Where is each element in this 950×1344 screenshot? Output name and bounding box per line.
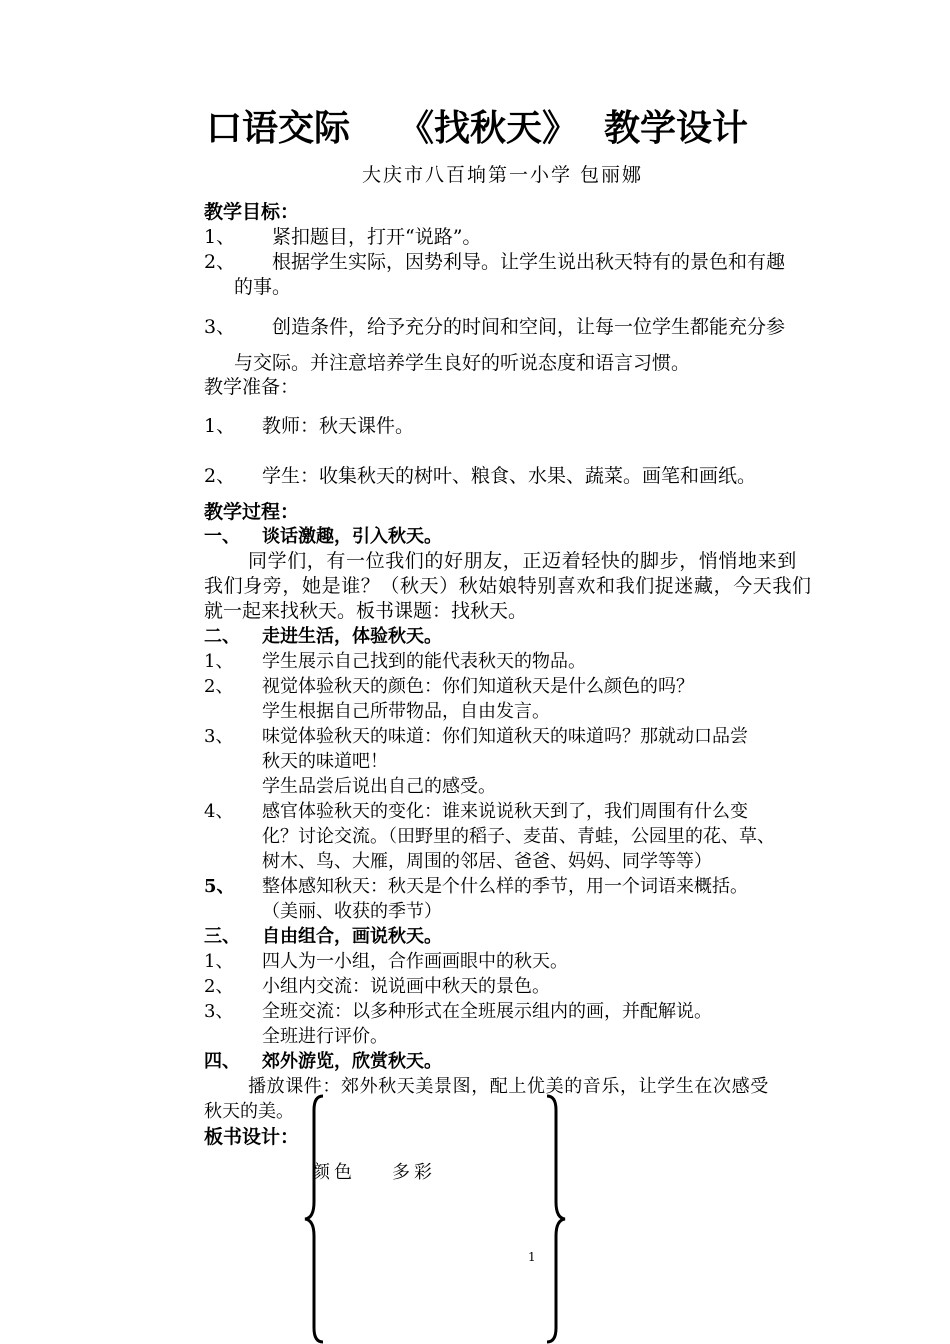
item-number: 2、 bbox=[204, 676, 234, 697]
preparation-number: 1、 bbox=[204, 415, 236, 437]
objective-text: 紧扣题目，打开“说路”。 bbox=[272, 226, 482, 248]
title-part-2: 《找秋天》 bbox=[398, 108, 579, 149]
item-text: 感官体验秋天的变化：谁来说说秋天到了，我们周围有什么变 bbox=[262, 801, 748, 822]
item-number: 1、 bbox=[204, 951, 234, 972]
section-1-paragraph-line: 就一起来找秋天。板书课题：找秋天。 bbox=[204, 600, 528, 622]
item-text: 小组内交流：说说画中秋天的景色。 bbox=[262, 976, 550, 997]
objective-2-cont: 的事。 bbox=[234, 276, 292, 298]
objective-number: 2、 bbox=[204, 251, 236, 273]
section-number: 三、 bbox=[204, 926, 240, 947]
section-3-title bbox=[204, 922, 442, 948]
objective-3 bbox=[204, 312, 785, 339]
objective-3-cont: 与交际。并注意培养学生良好的听说态度和语言习惯。 bbox=[234, 352, 691, 374]
board-heading: 板书设计： bbox=[204, 1126, 300, 1148]
item-text: 味觉体验秋天的味道：你们知道秋天的味道吗？那就动口品尝 bbox=[262, 726, 748, 747]
section-2-item-4 bbox=[204, 797, 748, 823]
section-title-text: 谈话激趣，引入秋天。 bbox=[262, 526, 442, 547]
section-2-item-2-cont: 学生根据自己所带物品，自由发言。 bbox=[262, 701, 550, 722]
title-part-3: 教学设计 bbox=[604, 108, 749, 149]
preparation-number: 2、 bbox=[204, 465, 236, 487]
objective-text: 根据学生实际，因势利导。让学生说出秋天特有的景色和有趣 bbox=[272, 251, 786, 273]
process-heading: 教学过程： bbox=[204, 501, 300, 523]
preparation-1 bbox=[204, 411, 414, 438]
objectives-heading: 教学目标： bbox=[204, 201, 300, 223]
section-2-item-1 bbox=[204, 647, 586, 673]
section-2-item-4-cont: 化？讨论交流。（田野里的稻子、麦苗、青蛙，公园里的花、草、 bbox=[262, 826, 775, 847]
item-number: 3、 bbox=[204, 726, 234, 747]
item-text: 全班交流：以多种形式在全班展示组内的画，并配解说。 bbox=[262, 1001, 712, 1022]
objective-text: 创造条件，给予充分的时间和空间，让每一位学生都能充分参 bbox=[272, 316, 786, 338]
title-part-1: 口语交际 bbox=[206, 108, 351, 149]
section-3-item-3 bbox=[204, 997, 712, 1023]
item-number: 3、 bbox=[204, 1001, 234, 1022]
section-4-paragraph-line: 秋天的美。 bbox=[204, 1101, 294, 1122]
section-2-item-4-cont: 树木、鸟、大雁，周围的邻居、爸爸、妈妈、同学等等） bbox=[262, 851, 712, 872]
section-2-item-3-cont: 学生品尝后说出自己的感受。 bbox=[262, 776, 496, 797]
item-text: 四人为一小组，合作画画眼中的秋天。 bbox=[262, 951, 568, 972]
objective-number: 1、 bbox=[204, 226, 236, 248]
board-word-color: 颜色 bbox=[312, 1162, 356, 1183]
section-3-item-2 bbox=[204, 972, 550, 998]
page-number: 1 bbox=[528, 1250, 536, 1264]
section-2-item-5 bbox=[204, 872, 748, 898]
section-1-paragraph-line: 同学们，有一位我们的好朋友，正迈着轻快的脚步，悄悄地来到 bbox=[248, 550, 797, 572]
item-number: 1、 bbox=[204, 651, 234, 672]
document-title bbox=[206, 100, 748, 151]
section-2-item-5-cont: （美丽、收获的季节） bbox=[262, 901, 442, 922]
section-3-item-3-cont: 全班进行评价。 bbox=[262, 1026, 388, 1047]
section-title-text: 走进生活，体验秋天。 bbox=[262, 626, 442, 647]
section-number: 二、 bbox=[204, 626, 240, 647]
section-number: 一、 bbox=[204, 526, 240, 547]
board-word-colorful: 多彩 bbox=[392, 1162, 436, 1183]
right-brace bbox=[544, 1094, 568, 1344]
section-2-title bbox=[204, 622, 442, 648]
item-text: 学生展示自己找到的能代表秋天的物品。 bbox=[262, 651, 586, 672]
preparation-2 bbox=[204, 461, 756, 488]
objective-2 bbox=[204, 247, 785, 274]
preparation-text: 教师：秋天课件。 bbox=[262, 415, 415, 437]
section-2-item-2 bbox=[204, 672, 694, 698]
item-number: 2、 bbox=[204, 976, 234, 997]
preparation-text: 学生：收集秋天的树叶、粮食、水果、蔬菜。画笔和画纸。 bbox=[262, 465, 757, 487]
section-2-item-3-cont: 秋天的味道吧！ bbox=[262, 751, 388, 772]
section-4-paragraph-line: 播放课件：郊外秋天美景图，配上优美的音乐，让学生在次感受 bbox=[248, 1076, 769, 1097]
section-2-item-3 bbox=[204, 722, 748, 748]
section-title-text: 自由组合，画说秋天。 bbox=[262, 926, 442, 947]
objective-1 bbox=[204, 222, 481, 249]
section-4-title bbox=[204, 1047, 442, 1073]
objective-number: 3、 bbox=[204, 316, 236, 338]
section-1-title bbox=[204, 522, 442, 548]
item-text: 整体感知秋天：秋天是个什么样的季节，用一个词语来概括。 bbox=[262, 876, 748, 897]
item-number: 4、 bbox=[204, 801, 234, 822]
item-text: 视觉体验秋天的颜色：你们知道秋天是什么颜色的吗？ bbox=[262, 676, 694, 697]
item-number: 5、 bbox=[204, 876, 235, 897]
left-brace bbox=[302, 1094, 326, 1344]
preparation-heading: 教学准备： bbox=[204, 376, 300, 398]
section-number: 四、 bbox=[204, 1051, 240, 1072]
author-line: 大庆市八百垧第一小学 包丽娜 bbox=[362, 164, 644, 186]
section-3-item-1 bbox=[204, 947, 568, 973]
section-title-text: 郊外游览，欣赏秋天。 bbox=[262, 1051, 442, 1072]
section-1-paragraph-line: 我们身旁，她是谁？（秋天）秋姑娘特别喜欢和我们捉迷藏，今天我们 bbox=[204, 575, 812, 597]
